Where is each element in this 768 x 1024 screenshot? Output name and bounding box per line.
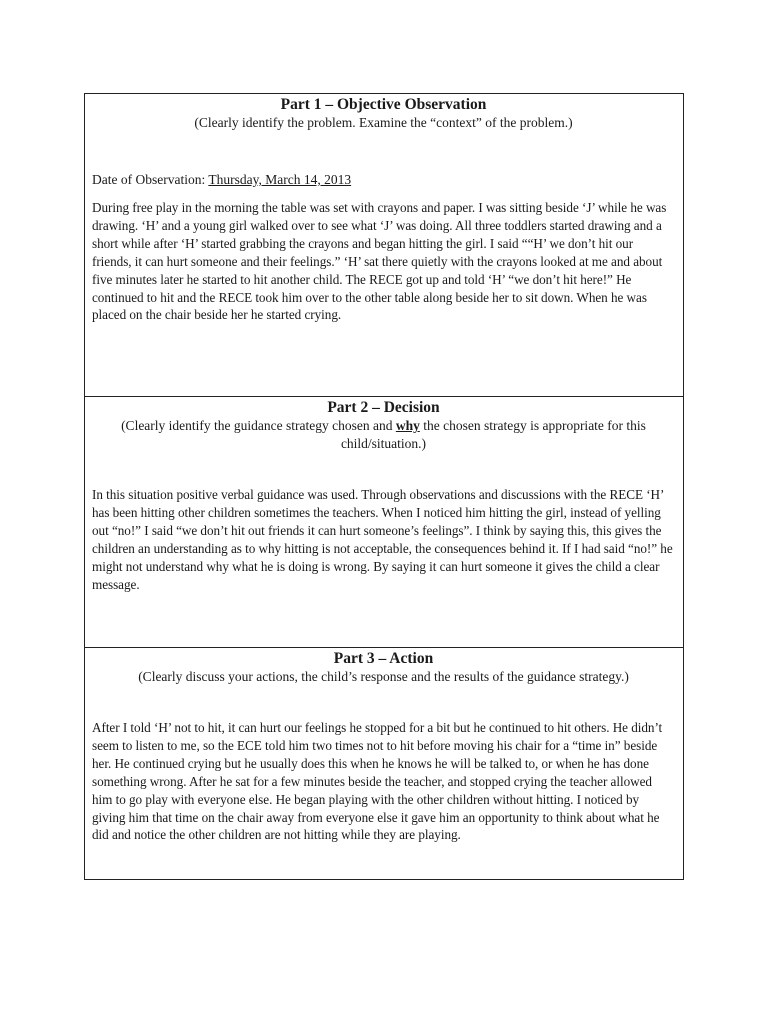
part2-section [85, 396, 683, 647]
part3-instructions: (Clearly discuss your actions, the child’s response and the results of the guidance strategy.) [138, 669, 629, 684]
part1-section [85, 94, 683, 396]
part1-heading: Part 1 – Objective Observation [280, 96, 487, 113]
part1-instructions: (Clearly identify the problem. Examine the “context” of the problem.) [194, 115, 573, 130]
observation-date-line [92, 171, 675, 189]
part2-body: In this situation positive verbal guidance was used. Through observations and discussions with the RECE ‘H’ has been hitting other children sometimes the teachers. When I noticed him hitting the girl, instead of yelling out “no!” I said “we don’t hit out friends it can hurt someone’s feelings”. I think by saying this, this gives the children an understanding as to why hitting is not acceptable, the consequences behind it. If I had said “no!” he might not understand why what he is doing is wrong. By saying it can hurt someone it gives the child a clear message. [92, 487, 673, 592]
part2-instructions-emphasis: why [395, 418, 420, 433]
part3-section [85, 647, 683, 879]
part2-instructions-before: (Clearly identify the guidance strategy chosen and [121, 418, 396, 433]
observation-form-table [84, 93, 684, 880]
part2-heading: Part 2 – Decision [327, 399, 440, 416]
observation-date-label: Date of Observation: [92, 172, 209, 187]
part3-heading: Part 3 – Action [333, 650, 434, 667]
observation-date-value: Thursday, March 14, 2013 [208, 172, 352, 187]
part3-body: After I told ‘H’ not to hit, it can hurt our feelings he stopped for a bit but he continued to hit others. He didn’t seem to listen to me, so the ECE told him two times not to hit before moving his chair for a “time in” beside her. He continued crying but he usually does this when he knows he will be talked to, or when he has done something wrong. After he sat for a few minutes beside the teacher, and stopped crying the teacher allowed him to go play with everyone else. He began playing with the other children without hitting. I noticed by giving him that time on the chair away from everyone else it gave him an opportunity to think about what he did and notice the other children are not hitting while they are playing. [92, 720, 663, 843]
part2-instructions-after: the chosen strategy is appropriate for this child/situation.) [340, 418, 646, 451]
part2-instructions [92, 417, 675, 453]
part1-body: During free play in the morning the table was set with crayons and paper. I was sitting beside ‘J’ while he was drawing. ‘H’ and a young girl walked over to see what ‘J’ was doing. All three toddlers started drawing and a short while after ‘H’ started grabbing the crayons and began hitting the girl. I said ““H’ we don’t hit our friends, it can hurt someone and their feelings.” ‘H’ sat there quietly with the crayons looked at me and about five minutes later he started to hit another child. The RECE got up and told ‘H’ “we don’t hit here!” He continued to hit and the RECE took him over to the other table along beside her to sit down. When he was placed on the chair beside her he started crying. [92, 200, 667, 323]
